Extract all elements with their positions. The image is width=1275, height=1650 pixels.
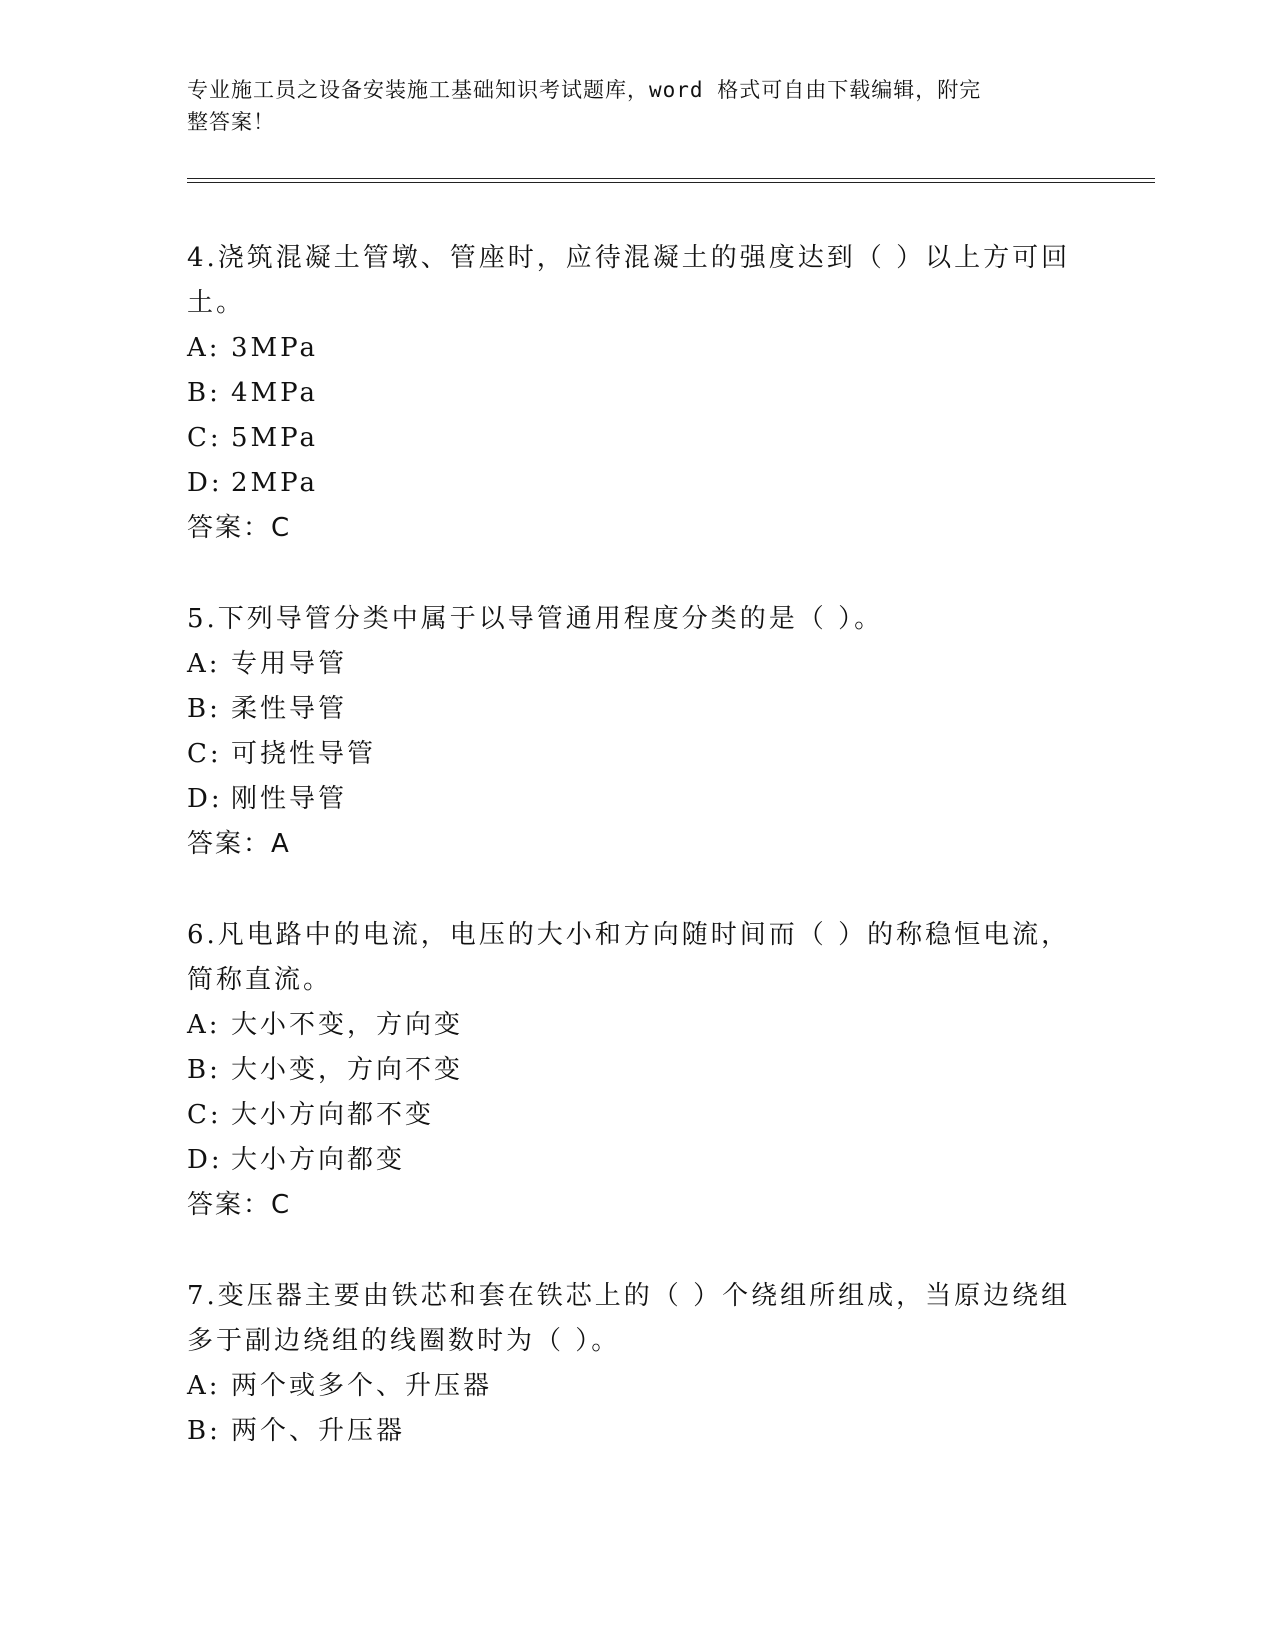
option-label: B: [187, 1416, 221, 1446]
option-a [187, 642, 1077, 687]
option-label: A: [187, 333, 221, 363]
option-label: A: [187, 1010, 221, 1040]
option-text: 大小不变，方向变 [231, 1010, 464, 1040]
option-text: 大小方向都不变 [231, 1100, 435, 1130]
option-b [187, 687, 1077, 732]
option-d [187, 461, 1077, 506]
question-7 [187, 1274, 1077, 1454]
header-divider [187, 178, 1155, 183]
option-label: C: [187, 739, 222, 769]
option-label: C: [187, 1100, 222, 1130]
option-c [187, 416, 1077, 461]
option-label: A: [187, 649, 221, 679]
option-text: 柔性导管 [231, 694, 348, 724]
option-text: 两个或多个、升压器 [231, 1371, 493, 1401]
option-b [187, 371, 1077, 416]
answer: 答案：A [187, 829, 291, 859]
option-b [187, 1409, 1077, 1454]
option-text: 大小变，方向不变 [231, 1055, 464, 1085]
answer: 答案：C [187, 1190, 292, 1220]
option-text: 2MPa [231, 468, 318, 498]
option-label: C: [187, 423, 222, 453]
option-label: B: [187, 1055, 221, 1085]
answer: 答案：C [187, 513, 292, 543]
question-5 [187, 597, 1077, 867]
option-label: B: [187, 378, 221, 408]
option-text: 4MPa [231, 378, 318, 408]
document-header [187, 74, 1067, 138]
question-6 [187, 913, 1077, 1228]
option-d [187, 1138, 1077, 1183]
option-label: A: [187, 1371, 221, 1401]
option-label: D: [187, 468, 223, 498]
option-label: B: [187, 694, 221, 724]
option-text: 可挠性导管 [231, 739, 377, 769]
option-a [187, 326, 1077, 371]
question-text: 5.下列导管分类中属于以导管通用程度分类的是（ ）。 [187, 604, 884, 634]
option-b [187, 1048, 1077, 1093]
option-c [187, 732, 1077, 777]
question-text: 4.浇筑混凝土管墩、管座时，应待混凝土的强度达到（ ）以上方可回土。 [187, 243, 1071, 318]
option-c [187, 1093, 1077, 1138]
question-4 [187, 236, 1077, 551]
option-text: 专用导管 [231, 649, 348, 679]
option-a [187, 1364, 1077, 1409]
option-a [187, 1003, 1077, 1048]
question-text: 7.变压器主要由铁芯和套在铁芯上的（ ）个绕组所组成，当原边绕组多于副边绕组的线圈数时为（ ）。 [187, 1281, 1071, 1356]
option-label: D: [187, 784, 223, 814]
header-line-1: 专业施工员之设备安装施工基础知识考试题库，word 格式可自由下载编辑，附完 [187, 78, 982, 102]
option-text: 两个、升压器 [231, 1416, 406, 1446]
option-text: 刚性导管 [231, 784, 348, 814]
question-list [187, 236, 1077, 1500]
option-text: 大小方向都变 [231, 1145, 406, 1175]
header-line-2: 整答案！ [187, 110, 275, 134]
option-d [187, 777, 1077, 822]
option-label: D: [187, 1145, 223, 1175]
question-text: 6.凡电路中的电流，电压的大小和方向随时间而（ ）的称稳恒电流，简称直流。 [187, 920, 1071, 995]
option-text: 5MPa [231, 423, 318, 453]
option-text: 3MPa [231, 333, 318, 363]
